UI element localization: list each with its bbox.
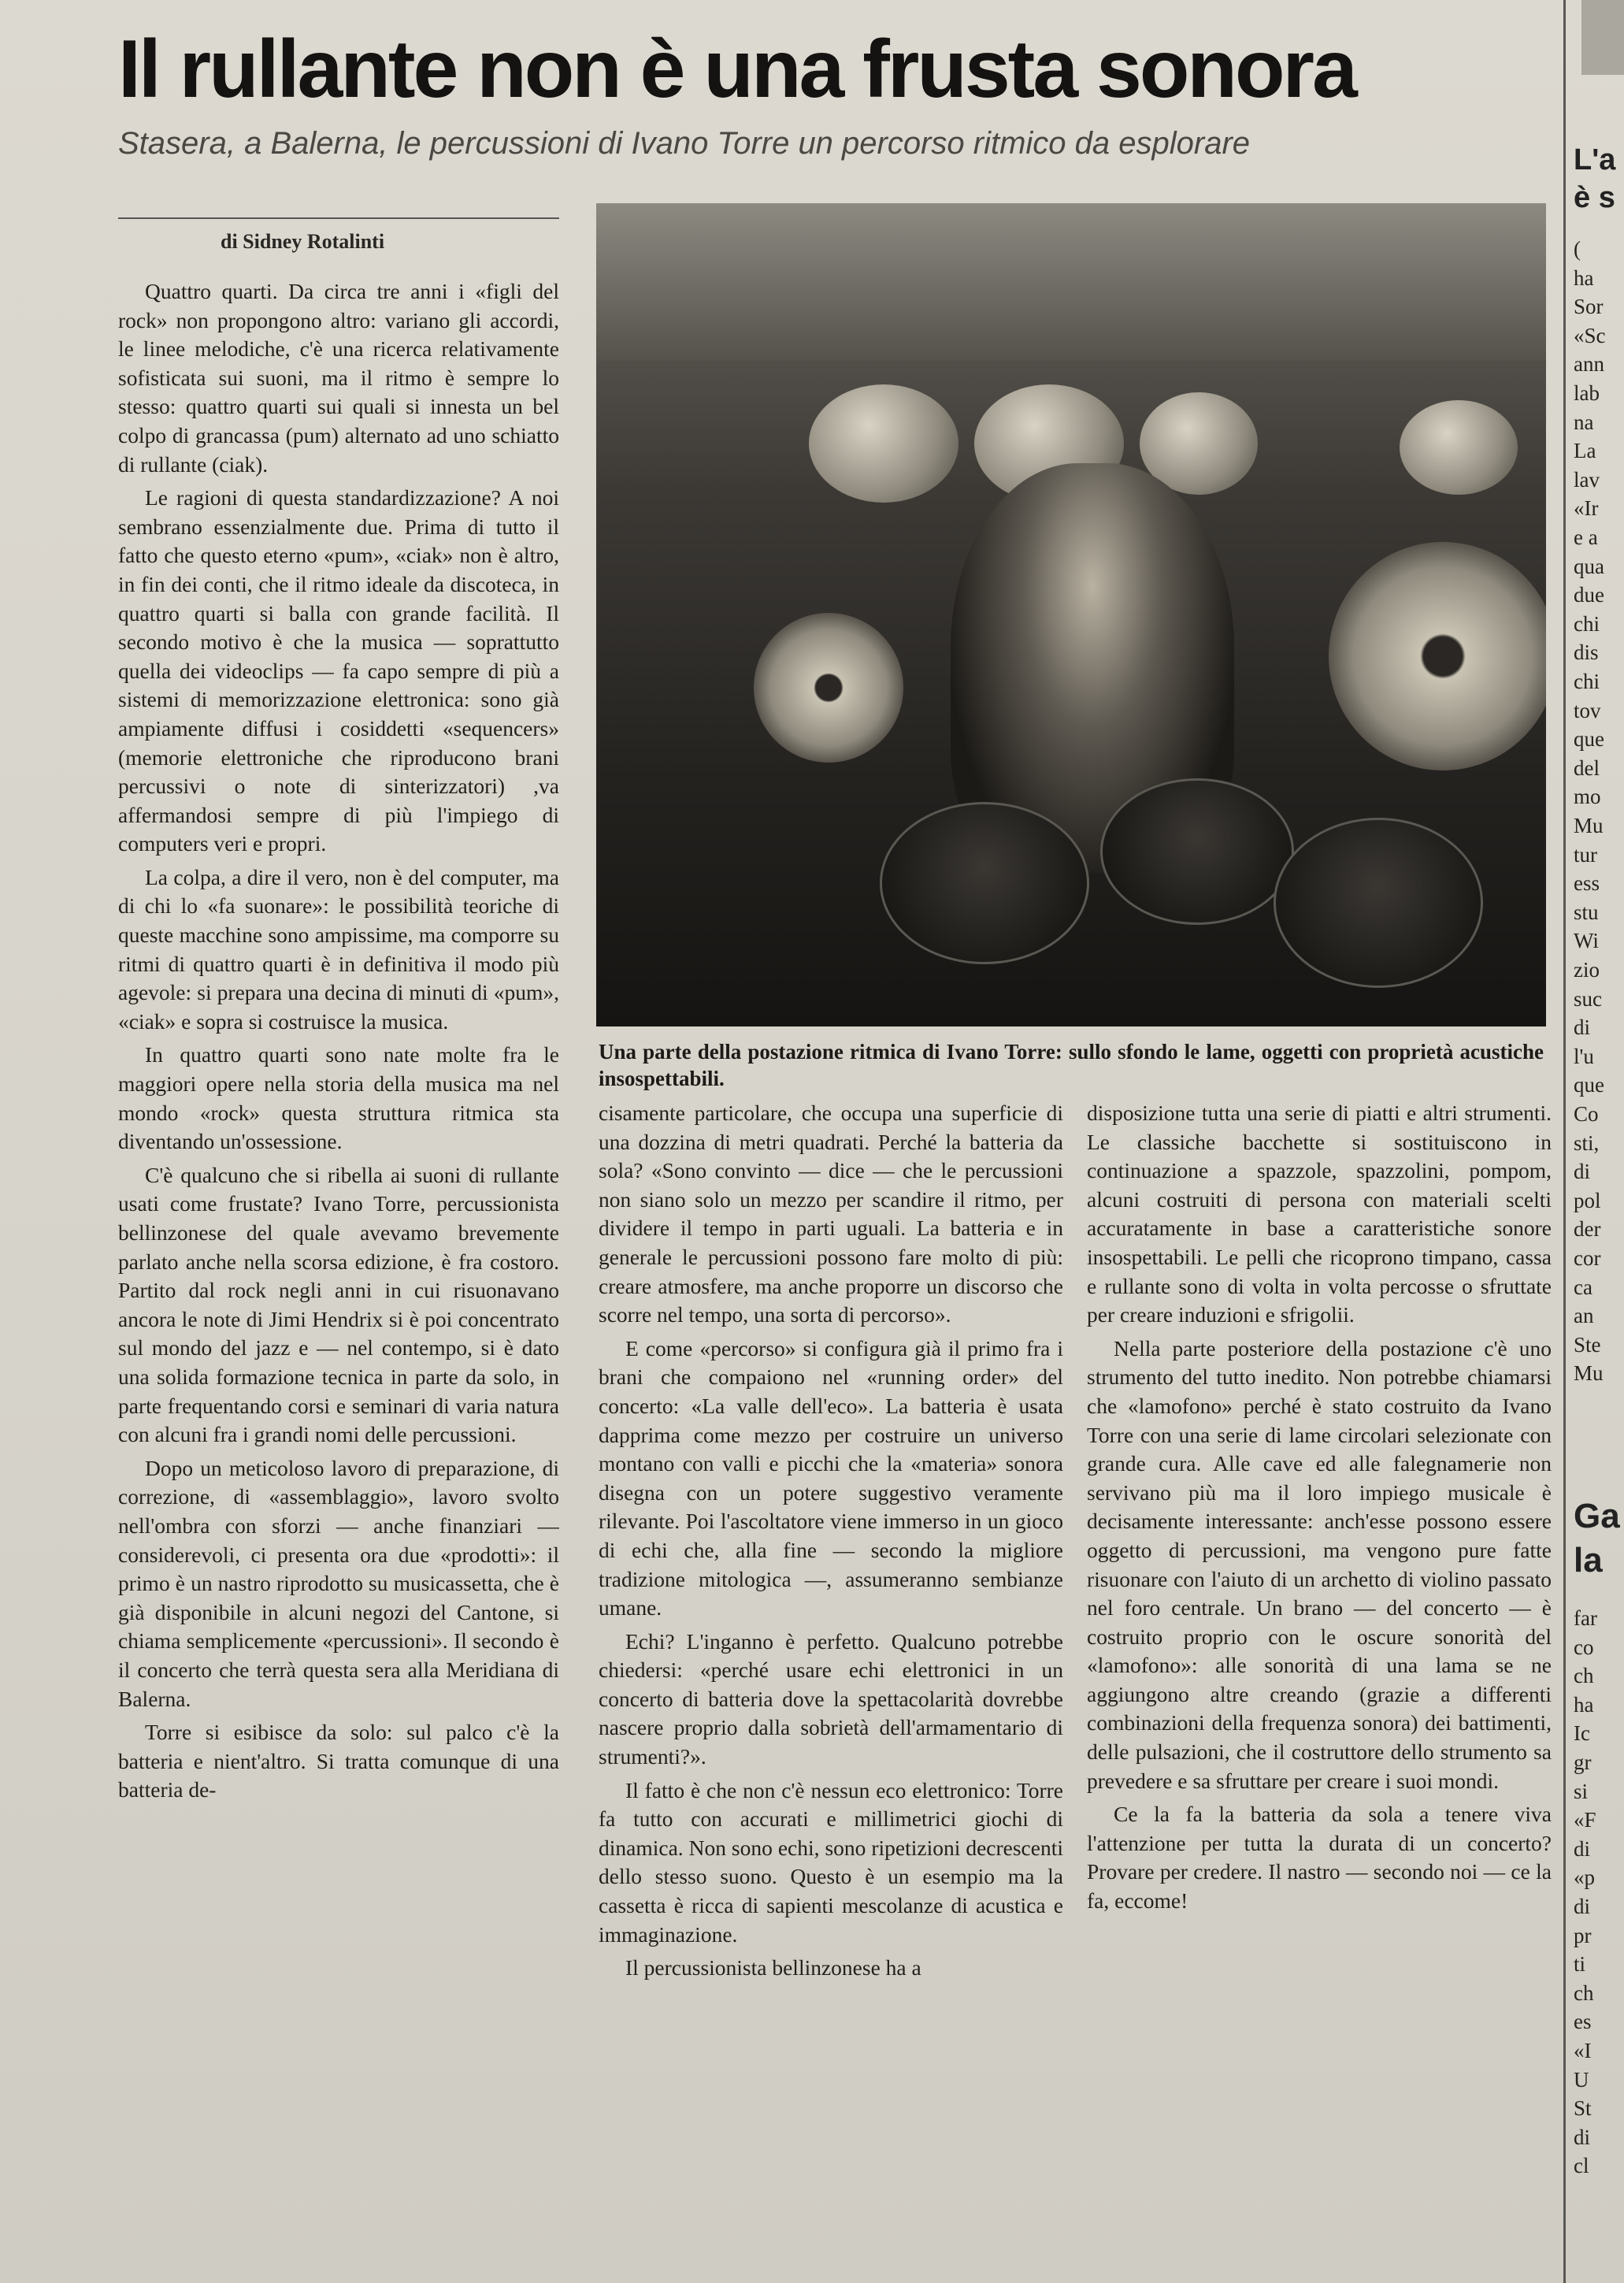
paragraph: Quattro quarti. Da circa tre anni i «figli del rock» non propongono altro: variano gli accordi, le linee melodiche, c'è una ricerca relativamente sofisticata sui suoni, ma il ritmo è sempre lo stesso: quattro quarti sui quali si innesta un bel colpo di grancassa (pum) alternato ad uno schiatto di rullante (ciak).: [118, 279, 559, 477]
adjacent-line: stu: [1574, 900, 1599, 924]
paragraph: Dopo un meticoloso lavoro di preparazione, di correzione, di «assemblaggio», lavoro svolto nell'ombra con sforzi — anche finanziari — considerevoli, ci presenta ora due «prodotti»: il primo è un nastro riprodotto su musicassetta, che è già disponibile in alcuni negozi del Cantone, si chiama semplicemente «percussioni». Il secondo è il concerto che terrà questa sera alla Meridiana di Balerna.: [118, 1455, 559, 1711]
photo-caption: Una parte della postazione ritmica di Ivano Torre: sullo sfondo le lame, oggetti con proprietà acustiche insospettabili.: [599, 1040, 1544, 1090]
adjacent-line: di: [1574, 1836, 1591, 1861]
paragraph: Il percussionista bellinzonese ha a: [625, 1955, 921, 1980]
adjacent-line: tur: [1574, 842, 1597, 867]
adjacent-line: «I: [1574, 2039, 1592, 2062]
adjacent-line: ch: [1574, 1664, 1594, 1688]
adjacent-line: Mu: [1574, 814, 1604, 837]
adjacent-heading: è s: [1574, 181, 1615, 214]
adjacent-column: [1563, 0, 1624, 2283]
adjacent-line: mo: [1574, 785, 1601, 809]
adjacent-line: Ic: [1574, 1721, 1590, 1746]
adjacent-line: U: [1574, 2067, 1589, 2092]
adjacent-line: lab: [1574, 381, 1600, 405]
adjacent-line: pr: [1574, 1923, 1592, 1947]
adjacent-line: Ste: [1574, 1332, 1601, 1357]
adjacent-line: cor: [1574, 1246, 1601, 1270]
hanging-cymbal: [809, 384, 958, 503]
adjacent-line: cl: [1574, 2154, 1589, 2178]
adjacent-line: Wi: [1574, 929, 1599, 953]
adjacent-line: «p: [1574, 1865, 1595, 1890]
adjacent-heading: L'a: [1574, 143, 1616, 176]
adjacent-line: ann: [1574, 352, 1604, 377]
adjacent-line: chi: [1574, 611, 1600, 636]
article-column-1: [118, 277, 559, 2283]
paragraph: Le ragioni di questa standardizzazione? A noi sembrano essenzialmente due. Prima di tutto il fatto che questo eterno «pum», «ciak» non è altro, in fin dei conti, che il ritmo ideale da discoteca, in quattro quarti si balla con grande facilità. Il secondo motivo è che la musica — soprattutto quella dei videoclips — fa capo sempre di più a sistemi di memorizzazione elettronica: sono già ampiamente diffusi i cosiddetti «sequencers» (memorie elettroniche che riproducono brani percussivi o note di sinterizzatori) ,va affermandosi sempre di più l'impiego di computers veri e propri.: [118, 485, 559, 856]
adjacent-line: qua: [1574, 554, 1604, 578]
adjacent-line: ess: [1574, 871, 1600, 896]
paragraph: Il fatto è che non c'è nessun eco elettronico: Torre fa tutto con accurati e millimetrici giochi di dinamica. Non sono echi, sono ripetizioni decrescenti dello stesso suono. Questo è un esempio ma la cassetta è ricca di sapienti mescolanze di acustica e immaginazione.: [599, 1777, 1063, 1947]
byline: di Sidney Rotalinti: [221, 230, 385, 253]
adjacent-line: chi: [1574, 670, 1600, 693]
adjacent-line: si: [1574, 1779, 1589, 1803]
paragraph: Echi? L'inganno è perfetto. Qualcuno potrebbe chiedersi: «perché usare echi elettronici in un concerto di batteria dove la spettacolarità dovrebbe nascere proprio dalla sobrietà dell'armamentario di strumenti?».: [599, 1628, 1063, 1769]
drum: [1100, 778, 1294, 925]
adjacent-line: que: [1574, 1073, 1604, 1097]
adjacent-line: tov: [1574, 698, 1601, 722]
paragraph: Ce la fa la batteria da sola a tenere viva l'attenzione per tutta la durata di un concerto? Provare per credere. Il nastro — secondo noi — ce la fa, eccome!: [1087, 1802, 1552, 1914]
adjacent-line: di: [1574, 1895, 1591, 1918]
circular-blade: [1329, 542, 1546, 770]
adjacent-line: sti,: [1574, 1130, 1600, 1155]
adjacent-line: far: [1574, 1606, 1597, 1630]
subheadline: Stasera, a Balerna, le percussioni di Ivano Torre un percorso ritmico da esplorare: [118, 126, 1251, 161]
adjacent-line: ha: [1574, 1692, 1594, 1717]
adjacent-line: Sor: [1574, 295, 1604, 319]
adjacent-line: (: [1574, 237, 1581, 261]
article-column-3: [1087, 1099, 1552, 2283]
adjacent-line: ti: [1574, 1952, 1586, 1977]
adjacent-line: St: [1574, 2096, 1592, 2121]
drum: [880, 802, 1089, 964]
photo-background: [596, 203, 1546, 361]
adjacent-line: que: [1574, 727, 1604, 752]
adjacent-line: di: [1574, 1015, 1591, 1040]
adjacent-line: ca: [1574, 1275, 1592, 1299]
paragraph: In quattro quarti sono nate molte fra le maggiori opere nella storia della musica ma nel mondo «rock» questa struttura ritmica sta diventando un'ossessione.: [118, 1042, 559, 1154]
paragraph: disposizione tutta una serie di piatti e altri strumenti. Le classiche bacchette si sostituiscono in continuazione a spazzole, spazzolini, pompom, alcuni costruiti di persona con materiali scelti accuratamente in base a caratteristiche sonore insospettabili. Le pelli che ricoprono timpano, cassa e rullante sono di volta in volta percosse o sfruttate per creare induzioni e sfrigolii.: [1087, 1101, 1552, 1327]
adjacent-line: es: [1574, 2010, 1592, 2034]
adjacent-line: pol: [1574, 1188, 1601, 1212]
adjacent-line: an: [1574, 1304, 1594, 1328]
paragraph: Torre si esibisce da solo: sul palco c'è la batteria e nient'altro. Si tratta comunque di una batteria de-: [118, 1720, 559, 1802]
adjacent-line: co: [1574, 1635, 1594, 1659]
adjacent-line: del: [1574, 755, 1600, 780]
headline: Il rullante non è una frusta sonora: [118, 24, 1355, 115]
adjacent-line: ha: [1574, 265, 1594, 290]
adjacent-line: due: [1574, 583, 1604, 607]
adjacent-line: Co: [1574, 1102, 1599, 1126]
adjacent-line: dis: [1574, 640, 1599, 665]
adjacent-line: Mu: [1574, 1361, 1604, 1386]
circular-blade: [754, 613, 903, 763]
hanging-cymbal: [1400, 400, 1518, 495]
drum: [1274, 818, 1483, 988]
adjacent-line: zio: [1574, 958, 1600, 982]
adjacent-line: di: [1574, 1160, 1591, 1184]
adjacent-line: ch: [1574, 1980, 1594, 2005]
adjacent-line: di: [1574, 2125, 1591, 2149]
adjacent-line: La: [1574, 439, 1596, 463]
article-column-2: [599, 1099, 1063, 2283]
adjacent-line: gr: [1574, 1750, 1592, 1774]
adjacent-heading: Ga: [1574, 1497, 1620, 1535]
paragraph: cisamente particolare, che occupa una superficie di una dozzina di metri quadrati. Perché la batteria da sola? «Sono convinto — dice — che le percussioni non siano solo un mezzo per scandire il ritmo, per dividere il tempo in parti uguali. La batteria e in generale le percussioni possono fare molto di più: creare atmosfere, ma anche proporre un discorso che scorre nel tempo, una sorta di percorso».: [599, 1101, 1063, 1327]
adjacent-line: suc: [1574, 986, 1602, 1011]
paragraph: E come «percorso» si configura già il primo fra i brani che compaiono nel «running order» del concerto: «La valle dell'eco». La batteria è usata dapprima come mezzo per costruire un universo montano con valli e picchi che la «materia» sonora disegna con un potere suggestivo veramente rilevante. Poi l'ascoltatore viene immerso in un gioco di echi che, alla fine — secondo la migliore tradizione mitologica —, assumeranno sembianze umane.: [599, 1335, 1063, 1620]
adjacent-line: «Sc: [1574, 323, 1606, 347]
adjacent-line: der: [1574, 1217, 1601, 1242]
adjacent-line: l'u: [1574, 1044, 1594, 1068]
paragraph: La colpa, a dire il vero, non è del computer, ma di chi lo «fa suonare»: le possibilità teoriche di queste macchine sono ampissime, ma comporre su ritmi di quattro quarti è in definitiva il modo più agevole: si prepara una decina di minuti di «pum», «ciak» e sopra si costruisce la musica.: [118, 864, 559, 1034]
adjacent-line: lav: [1574, 467, 1600, 492]
adjacent-line: «F: [1574, 1808, 1596, 1832]
adjacent-line: «Ir: [1574, 496, 1599, 521]
adjacent-heading: la: [1574, 1541, 1603, 1580]
drummer-photo: [596, 203, 1546, 1026]
adjacent-line: na: [1574, 410, 1594, 434]
paragraph: Nella parte posteriore della postazione c'è uno strumento del tutto inedito. Non potrebbe chiamarsi che «lamofono» perché è stato costruito da Ivano Torre con una serie di lame circolari selezionate con grande cura. Alle cave ed alle falegnamerie non servivano più ma il loro impiego musicale è decisamente interessante: anch'esse possono essere oggetto di percussioni, ma vengono pure fatte risuonare con l'aiuto di un archetto di violino passato nel foro centrale. Un brano — del concerto — è costruito proprio con le oscure sonorità del «lamofono»: alle sonorità di una lama se ne aggiungono altre creando (grazie a differenti combinazioni della frequenza sonora) dei battimenti, delle pulsazioni, che il costruttore dello strumento sa prevedere e sa sfruttare per creare i suoi mondi.: [1087, 1335, 1552, 1793]
byline-rule: [118, 217, 559, 219]
adjacent-line: e a: [1574, 525, 1598, 549]
paragraph: C'è qualcuno che si ribella ai suoni di rullante usati come frustate? Ivano Torre, percussionista bellinzonese del quale avevamo brevemente parlato anche nella scorsa edizione, è fra costoro. Partito dal rock negli anni in cui risuonavano ancora le note di Jimi Hendrix si è poi concentrato sul mondo del jazz e — nel contempo, si è dato una solida formazione tecnica in parte da solo, in parte frequentando corsi e seminari di varia natura con alcuni fra i grandi nomi delle percussioni.: [118, 1162, 559, 1447]
